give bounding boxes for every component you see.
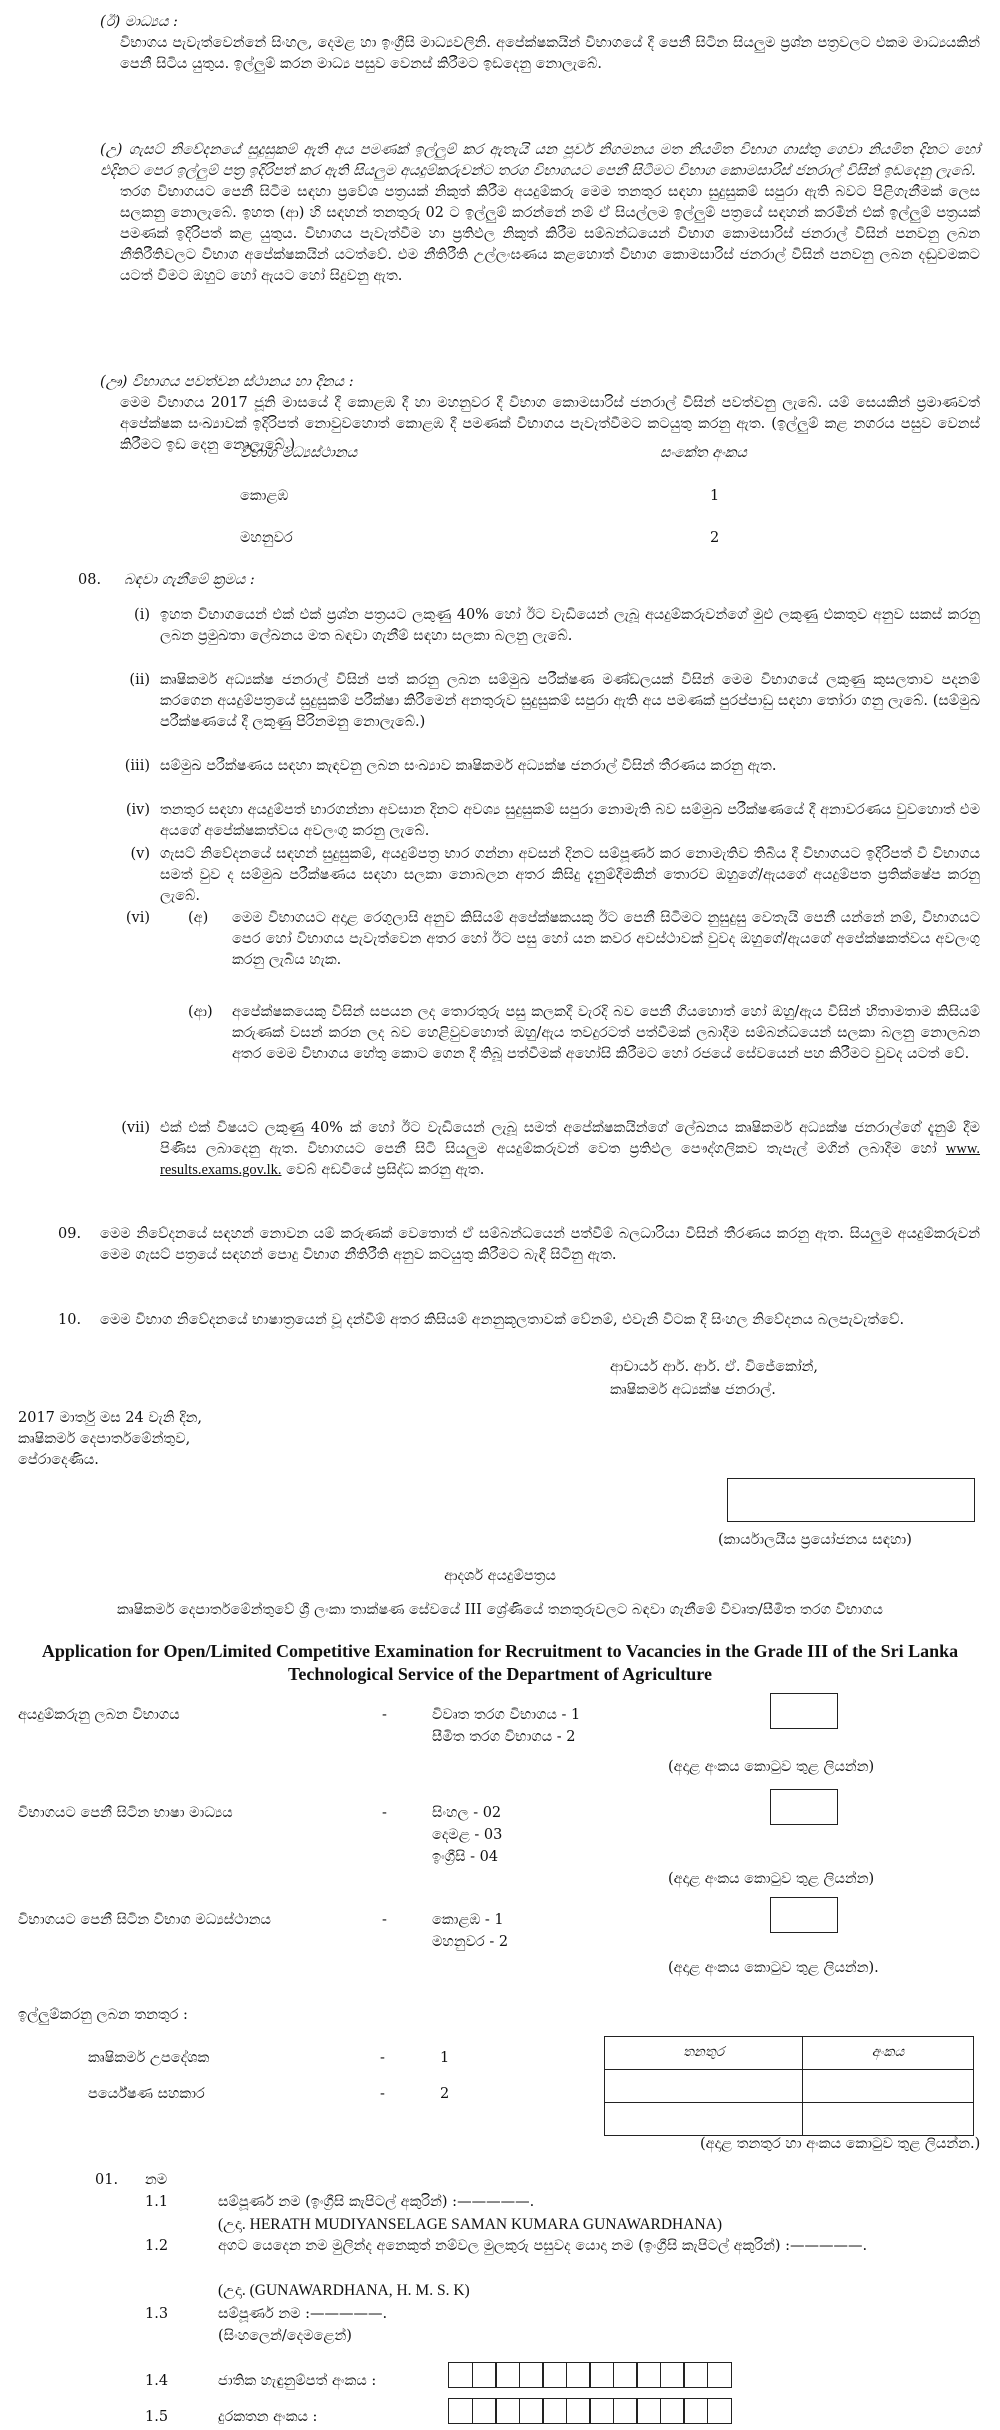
centre-note: (අදාළ අංකය කොටුව තුළ ලියන්න). — [668, 1960, 879, 1976]
signatory-title: කෘෂිකර්ම අධ්‍යක්ෂ ජනරාල්. — [610, 1382, 776, 1398]
section-venue — [100, 372, 980, 456]
nic-number-label: ජාතික හැඳුනුම්පත් අංකය : — [218, 2373, 377, 2389]
medium-english: ඉංග්‍රීසි - 04 — [432, 1849, 499, 1865]
field-1-3-number: 1.3 — [145, 2306, 169, 2322]
item-iv-text: තනතුර සඳහා අයදුම්පත් භාරගන්නා අවසාන දිනට අවශ්‍ය සුදුසුකම් සපුරා නොමැති බව සම්මුඛ පරීක්ෂණයේ දී අනාවරණය වුවහොත් එම අයගේ අපේක්ෂකත්වය අවලංගු කරනු ලැබේ. — [160, 802, 980, 840]
item-ii-text: කෘෂිකර්ම අධ්‍යක්ෂ ජනරාල් විසින් පත් කරනු ලබන සම්මුඛ පරීක්ෂණ මණ්ඩලයක් විසින් මෙම විභාගයේ ලකුණු කුසලතාව පදනම් කරගෙන අයදුම්පත්‍රයේ සුදුසුකම් පරීක්ෂා කිරීමෙන් අනතුරුව සුදුසුකම් සපුරා ඇති අය පමණක් පුරප්පාඩු සඳහා තෝරා ගනු ලැබේ. (සම්මුඛ පරීක්ෂණයේ දී ලකුණු පිරිනමනු නොලැබේ.) — [160, 672, 980, 731]
item-ii-number: (ii) — [129, 672, 150, 688]
section-venue-text: මෙම විභාගය 2017 ජූනි මාසයේ දී කොළඹ දී හා මහනුවර දී විභාග කොමසාරිස් ජනරාල් විසින් පවත්වනු ලැබේ. යම් සෙයකින් ප්‍රමාණවත් අපේක්ෂක සංඛ්‍යාවක් ඉදිරිපත් නොවුවහොත් කොළඹ දී පමණක් විභාගය පැවැත්වීමට කටයුතු කරනු ඇත. (ඉල්ලුම් කළ නගරය පසුව වෙනස් කිරීමට ඉඩ දෙනු නොලැබේ.) — [120, 395, 980, 454]
field-1-2-number: 1.2 — [145, 2238, 169, 2254]
exam-type-open: විවෘත තරග විභාගය - 1 — [432, 1707, 581, 1723]
item-iv-number: (iv) — [125, 802, 150, 818]
medium-tamil: දෙමළ - 03 — [432, 1827, 503, 1843]
name-with-initials-example: (උදා. (GUNAWARDHANA, H. M. S. K) — [218, 2282, 470, 2299]
item-vii-text-main: එක් එක් විෂයට ලකුණු 40% ක් හෝ ඊට වැඩියෙන් ලැබූ සමත් අපේක්ෂකයින්ගේ ලේඛනය කෘෂිකර්ම අධ්‍යක්ෂ ජනරාල්ගේ දැනුම් දීම පිණිස ලබාදෙනු ඇත. විභාගයට පෙනී සිටි සියලුම අයදුම්කරුවන් වෙත ප්‍රතිඵල පෞද්ගලිකව තැපැල් මගින් ලබාදීම හෝ — [160, 1120, 980, 1158]
exam-type-box[interactable] — [770, 1693, 838, 1729]
code-col-header: සංකේත අංකය — [660, 445, 747, 461]
item-vii-text — [160, 1118, 980, 1181]
post-research-assistant: පර්යේෂණ සහකාර — [88, 2086, 205, 2102]
centre-box[interactable] — [770, 1897, 838, 1933]
centre-label: විභාගයට පෙනී සිටින විභාග මධ්‍යස්ථානය — [18, 1912, 271, 1928]
full-name-english-example: (උදා. HERATH MUDIYANSELAGE SAMAN KUMARA GUNAWARDHANA) — [218, 2216, 722, 2233]
section-08-title: බඳවා ගැනීමේ ක්‍රමය : — [124, 572, 255, 588]
name-with-initials-label: අගට යෙදෙන නම මුලින්ද අනෙකුත් නම්වල මුලකුරු පසුවද යොදා නම (ඉංග්‍රීසි කැපිටල් අකුරින්) :—————. — [218, 2238, 868, 2254]
medium-label: විභාගයට පෙනී සිටින භාෂා මාධ්‍යය — [18, 1805, 233, 1821]
date-line: 2017 මාර්තු මස 24 වැනි දින, — [18, 1410, 203, 1426]
section-medium-text: විභාගය පැවැත්වෙන්නේ සිංහල, දෙමළ හා ඉංග්‍රීසි මාධ්‍යවලිනි. අපේක්ෂකයින් විභාගයේ දී පෙනී සිටින සියලුම ප්‍රශ්න පත්‍රවලට එකම මාධ්‍යයකින් පෙනී සිටිය යුතුය. ඉල්ලුම් කරන මාධ්‍ය පසුව වෙනස් කිරීමට ඉඩදෙනු නොලැබේ. — [120, 35, 980, 73]
phone-number-boxes[interactable] — [448, 2398, 732, 2424]
item-vii-text-tail: වෙබ් අඩවියේ ප්‍රසිද්ධ කරනු ඇත. — [286, 1162, 485, 1179]
model-application-title: ආදර්ශ අයදුම්පත්‍රය — [444, 1568, 556, 1584]
nic-number-boxes[interactable] — [448, 2362, 732, 2388]
section-09-number: 09. — [58, 1226, 82, 1242]
item-vii-number: (vii) — [121, 1120, 150, 1136]
medium-sinhala: සිංහල - 02 — [432, 1805, 502, 1821]
field-1-5-number: 1.5 — [145, 2409, 169, 2425]
exam-type-note: (අදාළ අංකය කොටුව තුළ ලියන්න) — [668, 1759, 875, 1775]
post-table-note: (අදාළ තනතුර හා අංකය කොටුව තුළ ලියන්න.) — [700, 2136, 981, 2152]
exam-type-limited: සීමිත තරග විභාගය - 2 — [432, 1729, 576, 1745]
item-i-number: (i) — [134, 607, 150, 623]
post-cell[interactable] — [605, 2103, 803, 2136]
item-v-text: ගැසට් නිවේදනයේ සඳහන් සුදුසුකම්, අයදුම්පත්‍ර භාර ගන්නා අවසන් දිනට සම්පූර්ණ කර නොමැතිව තිබිය දී විභාගයට ඉදිරිපත් වී විභාගය සමත් වුව ද සම්මුඛ පරීක්ෂණය සඳහා සලකා නොබලන අතර කිසිදු දැනුම්දීමකින් තොරව ඔහුගේ/ඇයගේ අයදුම්පත ප්‍රතික්ෂේප කරනු ලැබේ. — [160, 846, 980, 905]
code-colombo: 1 — [710, 488, 720, 504]
venue-colombo: කොළඹ — [240, 488, 289, 504]
post-cell[interactable] — [605, 2070, 803, 2103]
item-vi-aa-text: අපේක්ෂකයෙකු විසින් සපයන ලද තොරතුරු පසු කලකදී වැරදි බව පෙනී ගියහොත් හෝ ඔහු/ඇය විසින් හිතාමතාම කිසියම් කරුණක් වසන් කරන ලද බව හෙළිවුවහොත් ඔහු/ඇය තවදුරටත් පත්වීමක් ලබාදීම සම්බන්ධයෙන් සලකා බලනු නොලබන අතර මෙම විභාගය හේතු කොට ගෙන දී තිබූ පත්වීමක් අහෝසි කිරීමට හෝ රජයේ සේවයෙන් පහ කිරීමට වුවද යටත් වේ. — [232, 1004, 980, 1063]
section-08-number: 08. — [78, 572, 102, 588]
item-iii-text: සම්මුඛ පරීක්ෂණය සඳහා කැඳවනු ලබන සංඛ්‍යාව කෘෂිකර්ම අධ්‍යක්ෂ ජනරාල් විසින් තීරණය කරනු ඇත. — [160, 758, 777, 774]
number-cell[interactable] — [803, 2103, 974, 2136]
medium-note: (අදාළ අංකය කොටුව තුළ ලියන්න) — [668, 1871, 875, 1887]
results-website-link[interactable]: www. results.exams.gov.lk. — [160, 1141, 981, 1179]
item-vi-a-number: (අ) — [188, 910, 209, 926]
section-medium — [100, 12, 980, 75]
centre-dash: - — [382, 1912, 387, 1928]
exam-type-label: අයදුම්කරුනු ලබන විභාගය — [18, 1707, 180, 1723]
item-i-text: ඉහත විභාගයෙන් එක් එක් ප්‍රශ්න පත්‍රයට ලකුණු 40% හෝ ඊට වැඩියෙන් ලැබූ අයදුම්කරුවන්ගේ මුළු ලකුණු එකතුව අනුව සකස් කරනු ලබන ප්‍රමුඛතා ලේඛනය මත බඳවා ගැනීම් සඳහා සලකා බලනු ලැබේ. — [160, 607, 980, 645]
post-research-assistant-dash: - — [380, 2086, 385, 2102]
section-01-title: නම — [145, 2172, 168, 2188]
section-medium-label: (ඊ) මාධ්‍යය : — [100, 14, 178, 30]
phone-number-label: දුරකතන අංකය : — [218, 2409, 318, 2425]
item-vi-aa-number: (ආ) — [188, 1004, 213, 1020]
code-kandy: 2 — [710, 530, 720, 546]
sinhala-heading: කෘෂිකර්ම දෙපාර්තමේන්තුවේ ශ්‍රී ලංකා තාක්ෂණ සේවයේ III ශ්‍රේණියේ තනතුරුවලට බඳවා ගැනීමේ විවෘත/සීමිත තරග විභාගය — [117, 1602, 883, 1618]
section-venue-label: (ඌ) විභාගය පවත්වන ස්ථානය හා දිනය : — [100, 374, 354, 390]
venue-kandy: මහනුවර — [240, 530, 293, 546]
centre-colombo: කොළඹ - 1 — [432, 1912, 504, 1928]
section-01-number: 01. — [95, 2172, 119, 2188]
english-heading: Application for Open/Limited Competitive Examination for Recruitment to Vacancies in the Grade III of the Sri Lanka Technological Service of the Department of Agriculture — [41, 1641, 959, 1684]
item-vi-a-text: මෙම විභාගයට අදාළ රෙගුලාසි අනුව කිසියම් අපේක්ෂකයකු ඊට පෙනී සිටීමට නුසුදුසු වෙතැයි පෙනී යන්නේ නම්, විභාගයට පෙර හෝ විභාගය පැවැත්වෙන අතර හෝ ඊට පසු හෝ යන කවර අවස්ථාවක් වුවද ඔහුගේ/ඇයගේ අපේක්ෂකත්වය අවලංගු කරනු ලැබිය හැක. — [232, 910, 980, 969]
section-admission-label: (උ) ගැසට් නිවේදනයේ සුදුසුකම් ඇති අය පමණක් ඉල්ලුම් කර ඇතැයි යන පූර්ව නිගමනය මත නියමිත විභාග ගාස්තු ගෙවා නියමිත දිනට හෝ එදිනට පෙර ඉල්ලුම් පත්‍ර ඉදිරිපත් කර ඇති සියලුම අයදුම්කරුවන්ට තරග විභාගයට පෙනී සිටීමට විභාග කොමසාරිස් ජනරාල් විසින් ඉඩදෙනු ලැබේ. — [100, 142, 980, 180]
signatory-name: ආචාර්ය ආර්. ආර්. ඒ. විජේකෝන්, — [610, 1359, 819, 1375]
location-line: පේරාදෙණිය. — [18, 1452, 99, 1469]
date-place — [18, 1408, 202, 1471]
section-admission — [100, 140, 980, 287]
section-10-text: මෙම විභාග නිවේදනයේ භාෂාත්‍රයෙන් වූ දන්වීම් අතර කිසියම් අනනුකූලතාවක් වේනම්, එවැනි විටක දී සිංහල නිවේදනය බලපැවැත්වේ. — [100, 1312, 905, 1328]
field-1-4-number: 1.4 — [145, 2373, 169, 2389]
post-table-header-post: තනතුර — [605, 2037, 803, 2070]
medium-dash: - — [382, 1805, 387, 1821]
venue-col-header: විභාග මධ්‍යස්ථානය — [240, 445, 358, 461]
field-1-1-number: 1.1 — [145, 2194, 169, 2210]
item-vi-number: (vi) — [125, 910, 150, 926]
post-selection-table — [604, 2036, 974, 2136]
post-applied-title: ඉල්ලුම්කරනු ලබන තනතුර : — [18, 2007, 188, 2023]
office-use-label: (කාර්යාලයීය ප්‍රයෝජනය සඳහා) — [718, 1532, 912, 1548]
post-agri-instructor: කෘෂිකර්ම උපදේශක — [88, 2050, 210, 2066]
item-v-number: (v) — [130, 846, 150, 862]
medium-box[interactable] — [770, 1789, 838, 1825]
post-research-assistant-code: 2 — [440, 2086, 450, 2102]
number-cell[interactable] — [803, 2070, 974, 2103]
item-iii-number: (iii) — [124, 758, 150, 774]
department-line: කෘෂිකර්ම දෙපාර්තමේන්තුව, — [18, 1431, 191, 1448]
section-09-text: මෙම නිවේදනයේ සඳහන් නොවන යම් කරුණක් වෙතොත් ඒ සම්බන්ධයෙන් පත්වීම් බලධාරියා විසින් තීරණය කරනු ඇත. සියලුම අයදුම්කරුවන් මෙම ගැසට් පත්‍රයේ සඳහන් පොදු විභාග නීතිරීති අනුව කටයුතු කිරීමට බැඳී සිටිනු ඇත. — [100, 1226, 980, 1264]
post-table-header-number: අංකය — [803, 2037, 974, 2070]
full-name-english-label: සම්පූර්ණ නම (ඉංග්‍රීසි කැපිටල් අකුරින්) :—————. — [218, 2194, 535, 2210]
full-name-sinhala-label: සම්පූර්ණ නම :—————. — [218, 2306, 388, 2322]
post-agri-instructor-dash: - — [380, 2050, 385, 2066]
section-admission-text: තරග විභාගයට පෙනී සිටීම සඳහා ප්‍රවේශ පත්‍රයක් නිකුත් කිරීම අයදුම්කරු මෙම තනතුර සඳහා සුදුසුකම් සපුරා ඇති බවට පිළිගැනීමක් ලෙස සලකනු නොලැබේ. ඉහත (ආ) හි සඳහන් තනතුරු 02 ට ඉල්ලුම් කරන්නේ නම් ඒ සියල්ලම ඉල්ලුම් පත්‍රයේ සඳහන් කරමින් එක් ඉල්ලුම් පත්‍රයක් පමණක් ඉදිරිපත් කළ යුතුය. විභාගය පැවැත්වීම හා ප්‍රතිඵල නිකුත් කිරීම සම්බන්ධයෙන් විභාග කොමසාරිස් ජනරාල් විසින් පනවනු ලබන නීතිරීතිවලට විභාග අපේක්ෂකයින් යටත්වේ. එම නීතිරීති උල්ලංඝණය කළහොත් විභාග කොමසාරිස් ජනරාල් විසින් පනවනු ලබන දඬුවමකට යටත් වීමට ඔහුට හෝ ඇයට හෝ සිදුවනු ඇත. — [120, 184, 980, 285]
section-10-number: 10. — [58, 1312, 82, 1328]
post-agri-instructor-code: 1 — [440, 2050, 450, 2066]
exam-type-dash: - — [382, 1707, 387, 1723]
full-name-sinhala-sub: (සිංහලෙන්/දෙමළෙන්) — [218, 2328, 352, 2344]
centre-kandy: මහනුවර - 2 — [432, 1934, 509, 1950]
office-use-box[interactable] — [727, 1478, 975, 1522]
